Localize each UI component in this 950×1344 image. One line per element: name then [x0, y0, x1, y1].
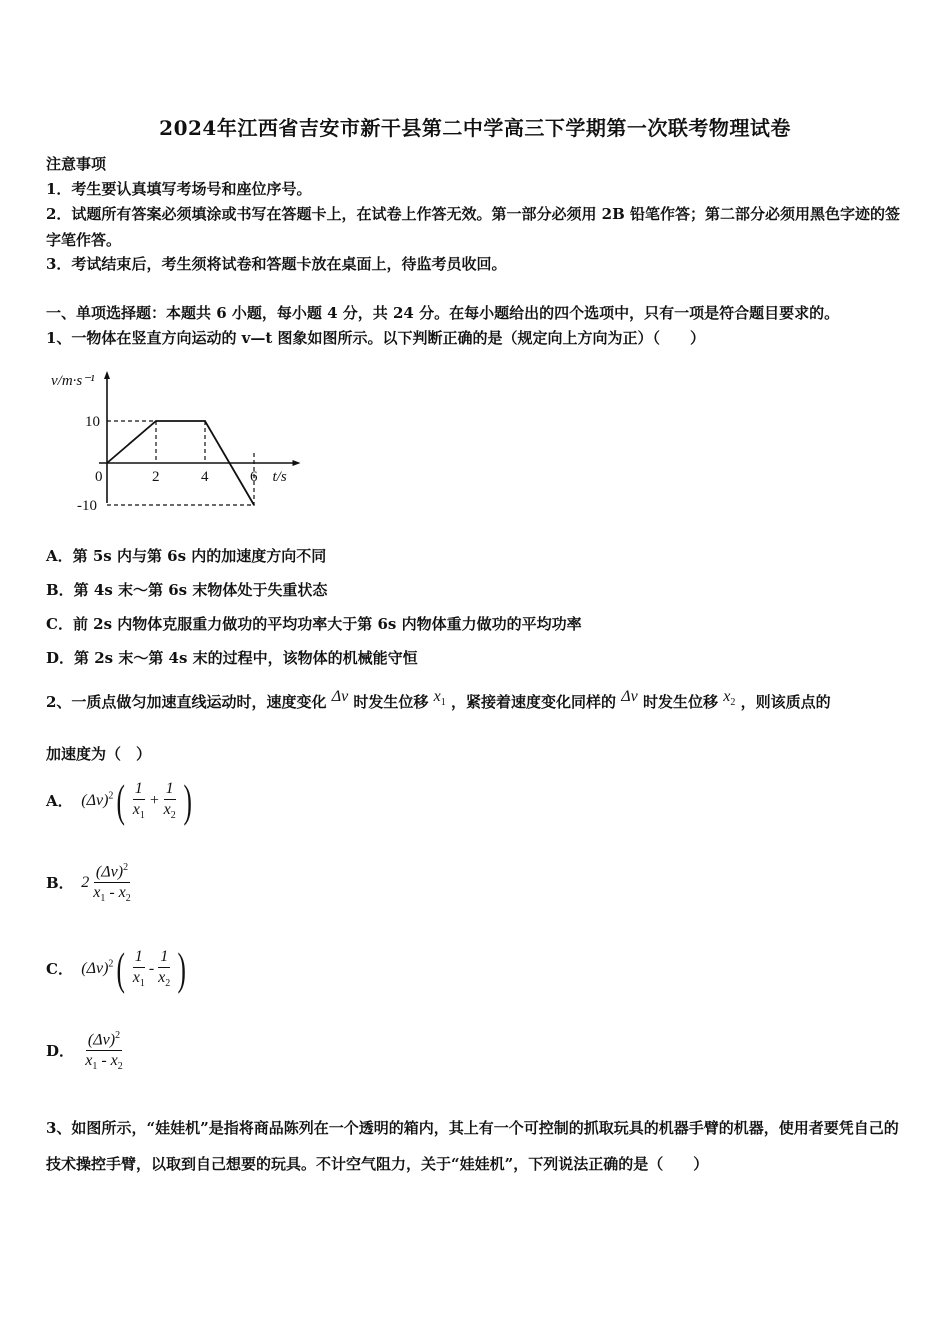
- q2-stem-part5: ，则该质点的: [740, 693, 831, 711]
- vt-chart-svg: [45, 365, 305, 515]
- q2-x2: $x_2$: [723, 688, 736, 709]
- section-heading: 一、单项选择题：本题共 6 小题，每小题 4 分，共 24 分。在每小题给出的四个选项中，只有一项是符合题目要求的。: [46, 304, 840, 322]
- q2-stem: [46, 688, 831, 712]
- q2-option-a-label: A．: [46, 792, 73, 811]
- data-point: [253, 504, 255, 506]
- q2-option-a-expr: $(\Delta v)^2$( $\frac{1}{x_1}$ + $\frac{1}{x_2}$ ): [81, 775, 192, 826]
- x-tick-label: 2: [152, 469, 160, 485]
- q1-stem: 1、一物体在竖直方向运动的 v—t 图象如图所示。以下判断正确的是（规定向上方向为正）（ ）: [46, 329, 706, 347]
- data-point: [155, 420, 157, 422]
- x-tick-label: 6: [250, 469, 258, 485]
- q1-option-a[interactable]: A．第 5s 内与第 6s 内的加速度方向不同: [46, 547, 327, 565]
- q2-stem-part3: ，紧接着速度变化同样的: [451, 693, 617, 711]
- y-tick-label: -10: [77, 498, 97, 514]
- q2-stem-line2: 加速度为（ ）: [46, 745, 152, 763]
- q2-x1: $x_1$: [433, 688, 446, 709]
- q1-option-c[interactable]: C．前 2s 内物体克服重力做功的平均功率大于第 6s 内物体重力做功的平均功率: [46, 615, 582, 633]
- q2-option-a[interactable]: [46, 775, 195, 826]
- y-axis-arrow: [104, 371, 110, 379]
- q2-dv-2: Δv: [621, 688, 638, 705]
- q2-option-d[interactable]: [46, 1030, 127, 1073]
- x-axis-arrow: [293, 460, 301, 466]
- q2-option-b-expr: 2 $\frac{(\Delta v)^2}{x_1 - x_2}$: [81, 862, 131, 905]
- data-point: [106, 462, 108, 464]
- vt-chart: [45, 365, 305, 515]
- q2-option-c-label: C．: [46, 960, 73, 979]
- x-tick-label: 4: [201, 469, 209, 485]
- notice-heading: 注意事项: [46, 155, 107, 173]
- x-tick-label: 0: [95, 469, 103, 485]
- notice-item-2: 2．试题所有答案必须填涂或书写在答题卡上，在试卷上作答无效。第一部分必须用 2B 铅笔作答；第二部分必须用黑色字迹的签字笔作答。: [46, 205, 901, 249]
- q2-option-d-label: D．: [46, 1042, 75, 1061]
- x-axis-label: t/s: [272, 469, 287, 485]
- notice-item-3: 3．考试结束后，考生须将试卷和答题卡放在桌面上，待监考员收回。: [46, 255, 507, 273]
- q2-option-d-expr: $\frac{(\Delta v)^2}{x_1 - x_2}$: [85, 1030, 123, 1073]
- page-title: 2024年江西省吉安市新干县第二中学高三下学期第一次联考物理试卷: [159, 116, 791, 140]
- q1-option-d[interactable]: D．第 2s 末～第 4s 末的过程中，该物体的机械能守恒: [46, 649, 418, 667]
- q2-option-b-label: B．: [46, 874, 74, 893]
- q2-stem-part2: 时发生位移: [353, 693, 429, 711]
- y-axis-label: v/m·s⁻¹: [51, 373, 95, 389]
- q2-dv-1: Δv: [331, 688, 349, 705]
- q3-stem: 3、如图所示，“娃娃机”是指将商品陈列在一个透明的箱内，其上有一个可控制的抓取玩具的机器手臂的机器，使用者要凭自己的技术操控手臂，以取到自己想要的玩具。不计空气阻力，关于“娃娃机”，下列说法正确的是（ ）: [46, 1119, 899, 1173]
- notice-item-1: 1．考生要认真填写考场号和座位序号。: [46, 180, 312, 198]
- q2-option-c-expr: $(\Delta v)^2$( $\frac{1}{x_1}$ - $\frac{1}{x_2}$ ): [81, 943, 187, 994]
- q2-option-c[interactable]: [46, 943, 190, 994]
- q2-option-b[interactable]: [46, 862, 135, 905]
- q2-stem-part1: 2、一质点做匀加速直线运动时，速度变化: [46, 693, 327, 711]
- data-point: [204, 420, 206, 422]
- q1-option-b[interactable]: B．第 4s 末～第 6s 末物体处于失重状态: [46, 581, 328, 599]
- q2-stem-part4: 时发生位移: [643, 693, 719, 711]
- y-tick-label: 10: [85, 414, 100, 430]
